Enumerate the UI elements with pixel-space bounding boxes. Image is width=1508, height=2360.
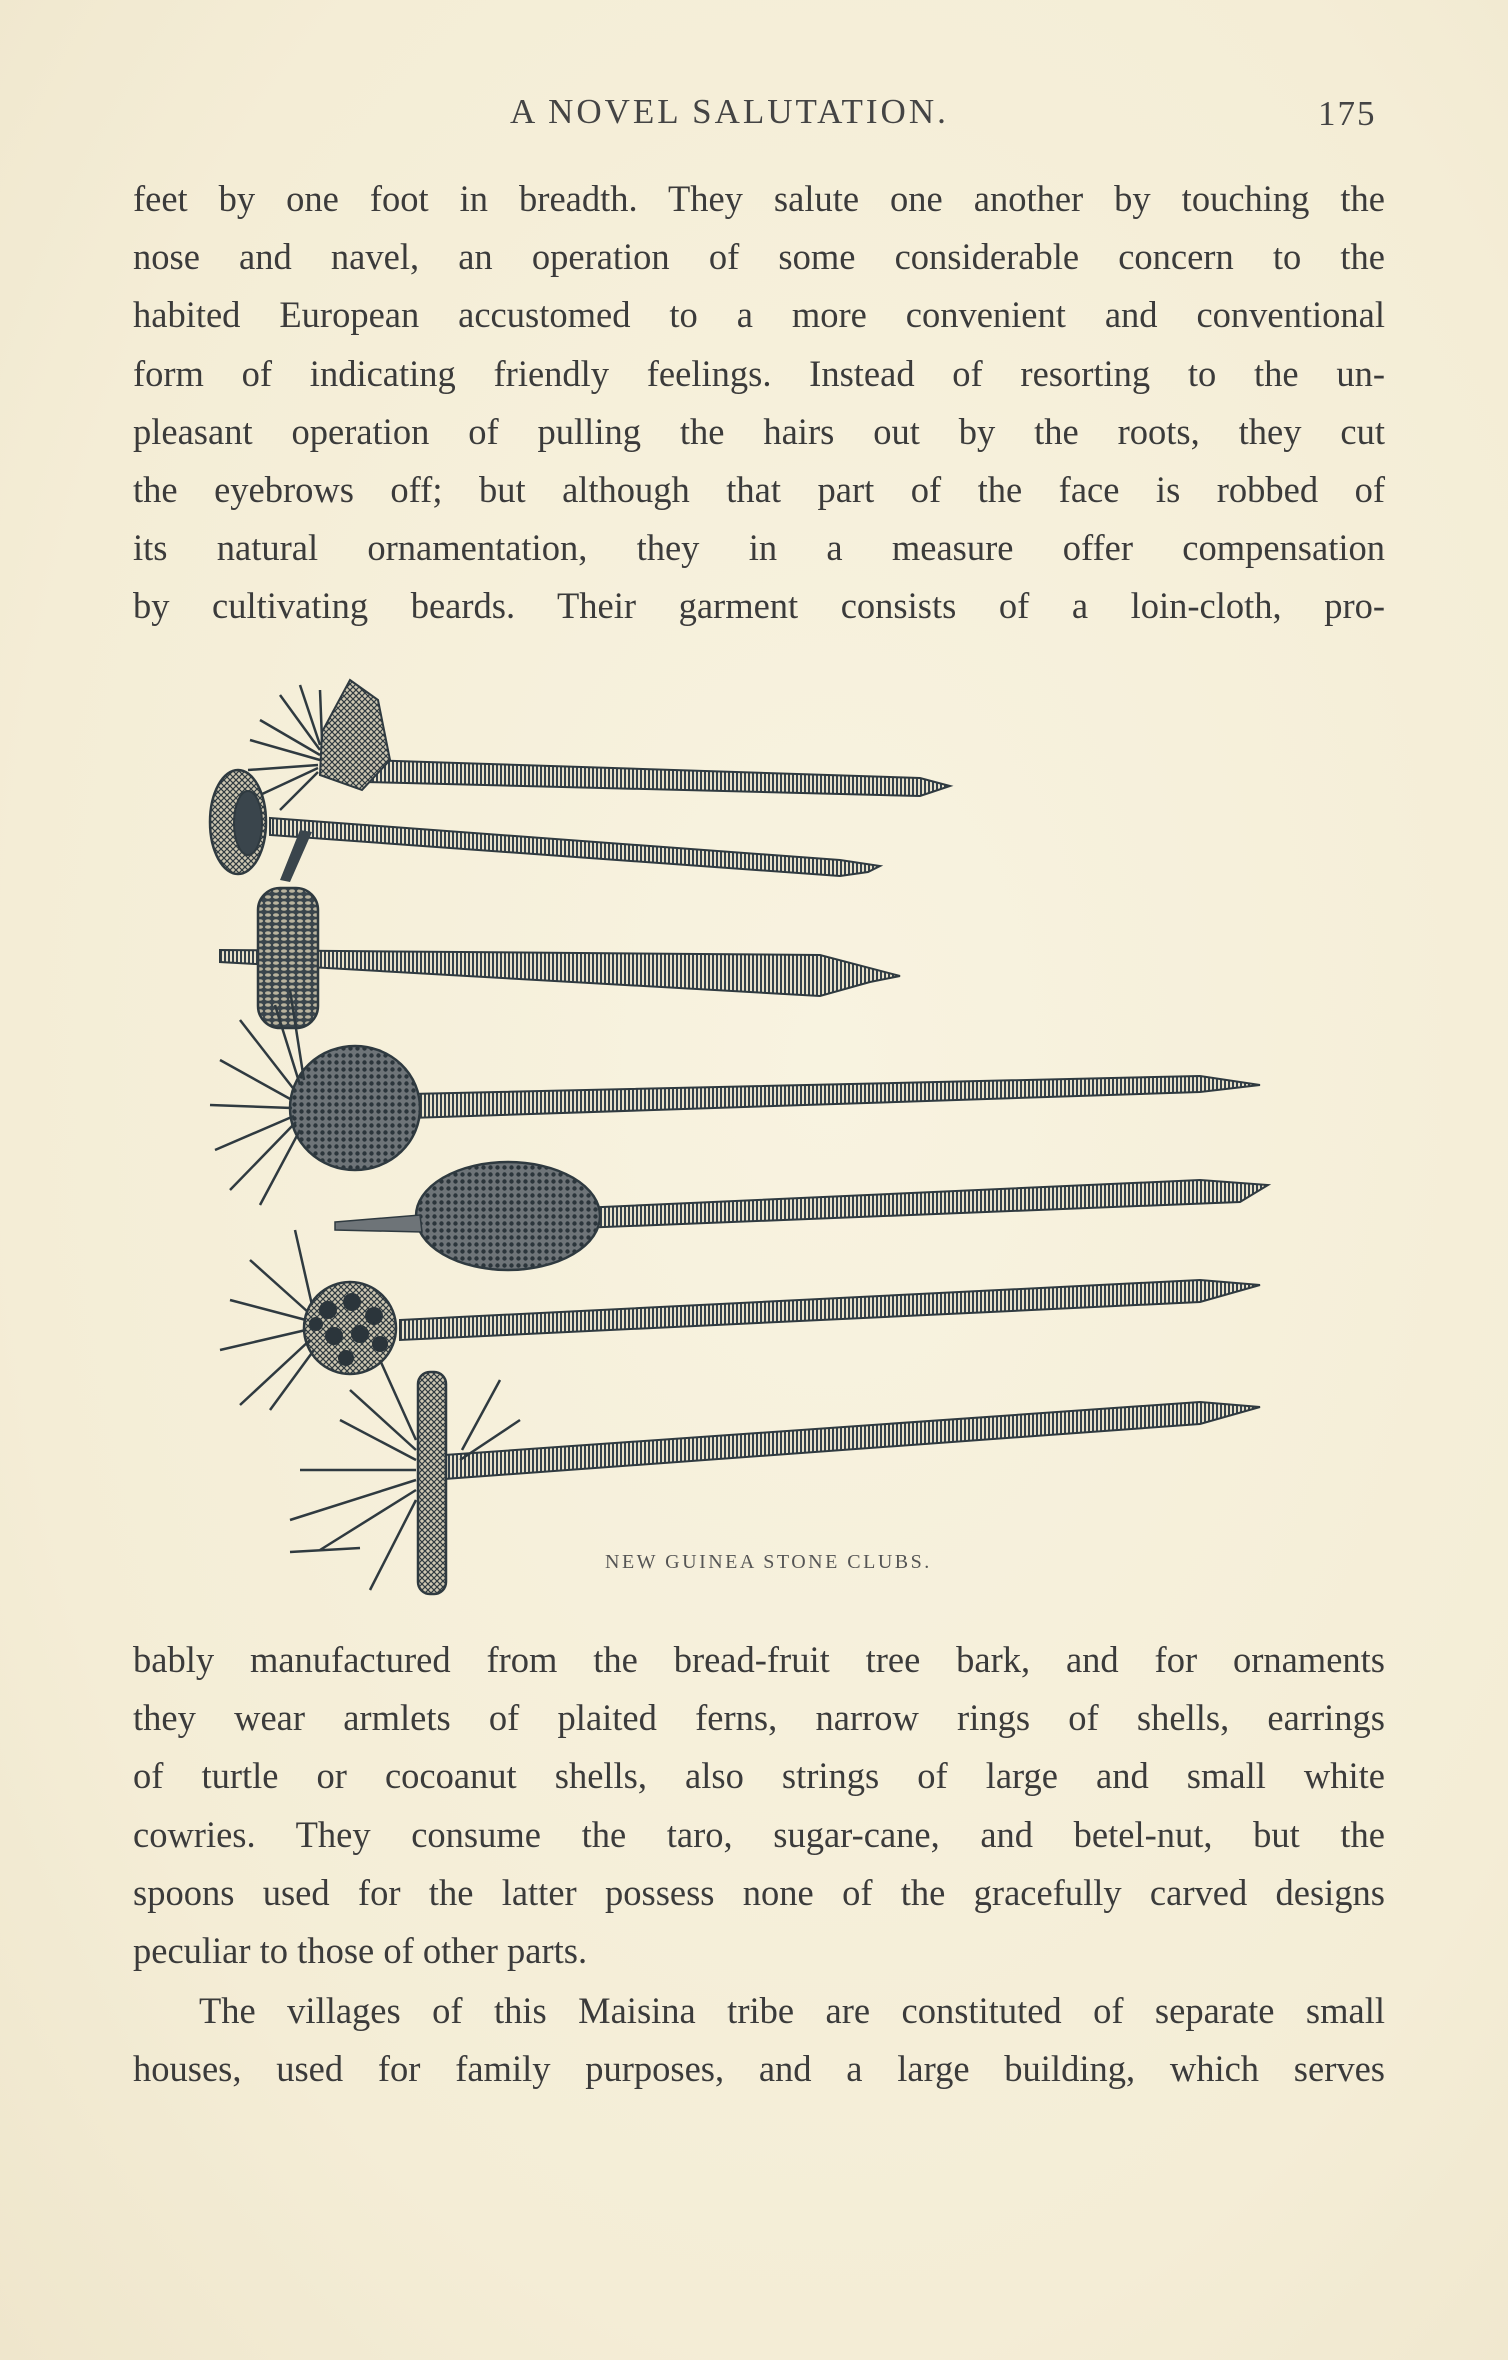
text-line: feet by one foot in breadth. They salute one another by touching the: [133, 178, 1385, 219]
text-line: bably manufactured from the bread-fruit tree bark, and for ornaments: [133, 1639, 1385, 1680]
text-line: by cultivating beards. Their garment consists of a loin-cloth, pro-: [133, 585, 1385, 627]
text-line: nose and navel, an operation of some considerable concern to the: [133, 236, 1385, 278]
text-line: habited European accustomed to a more convenient and conventional: [133, 294, 1385, 336]
club-spiked-ball-head: [220, 1230, 1260, 1410]
club-cylinder-head: [220, 888, 900, 1028]
stone-clubs-engraving: [200, 660, 1340, 1610]
text-line: form of indicating friendly feelings. Instead of resorting to the un-: [133, 352, 1385, 394]
text-line: the eyebrows off; but although that part of the face is robbed of: [133, 468, 1385, 510]
running-title: A NOVEL SALUTATION.: [510, 92, 949, 131]
text-line: they wear armlets of plaited ferns, narrow rings of shells, earrings: [133, 1697, 1385, 1739]
text-line: peculiar to those of other parts.: [133, 1929, 588, 1971]
paragraph-villages: [133, 1982, 1385, 2098]
text-line: houses, used for family purposes, and a large building, which serves: [133, 2048, 1385, 2090]
club-egg-head: [335, 1162, 1268, 1270]
text-line: of turtle or cocoanut shells, also strings of large and small white: [133, 1755, 1385, 1797]
stone-clubs-illustration: [200, 660, 1340, 1610]
paragraph-bottom: [133, 1631, 1385, 1980]
club-pineapple-head: [210, 990, 1260, 1205]
text-line: pleasant operation of pulling the hairs out by the roots, they cut: [133, 410, 1385, 452]
figure-caption: NEW GUINEA STONE CLUBS.: [605, 1551, 932, 1573]
page-header: [0, 92, 1508, 142]
page-number: 175: [1318, 94, 1377, 133]
club-star-head: [248, 680, 950, 810]
paragraph-top: [133, 170, 1385, 636]
text-line: cowries. They consume the taro, sugar-cane, and betel-nut, but the: [133, 1813, 1385, 1855]
text-line: spoons used for the latter possess none of the gracefully carved designs: [133, 1871, 1385, 1913]
text-line: its natural ornamentation, they in a measure offer compensation: [133, 527, 1385, 569]
text-line: The villages of this Maisina tribe are constituted of separate small: [199, 1990, 1385, 2031]
